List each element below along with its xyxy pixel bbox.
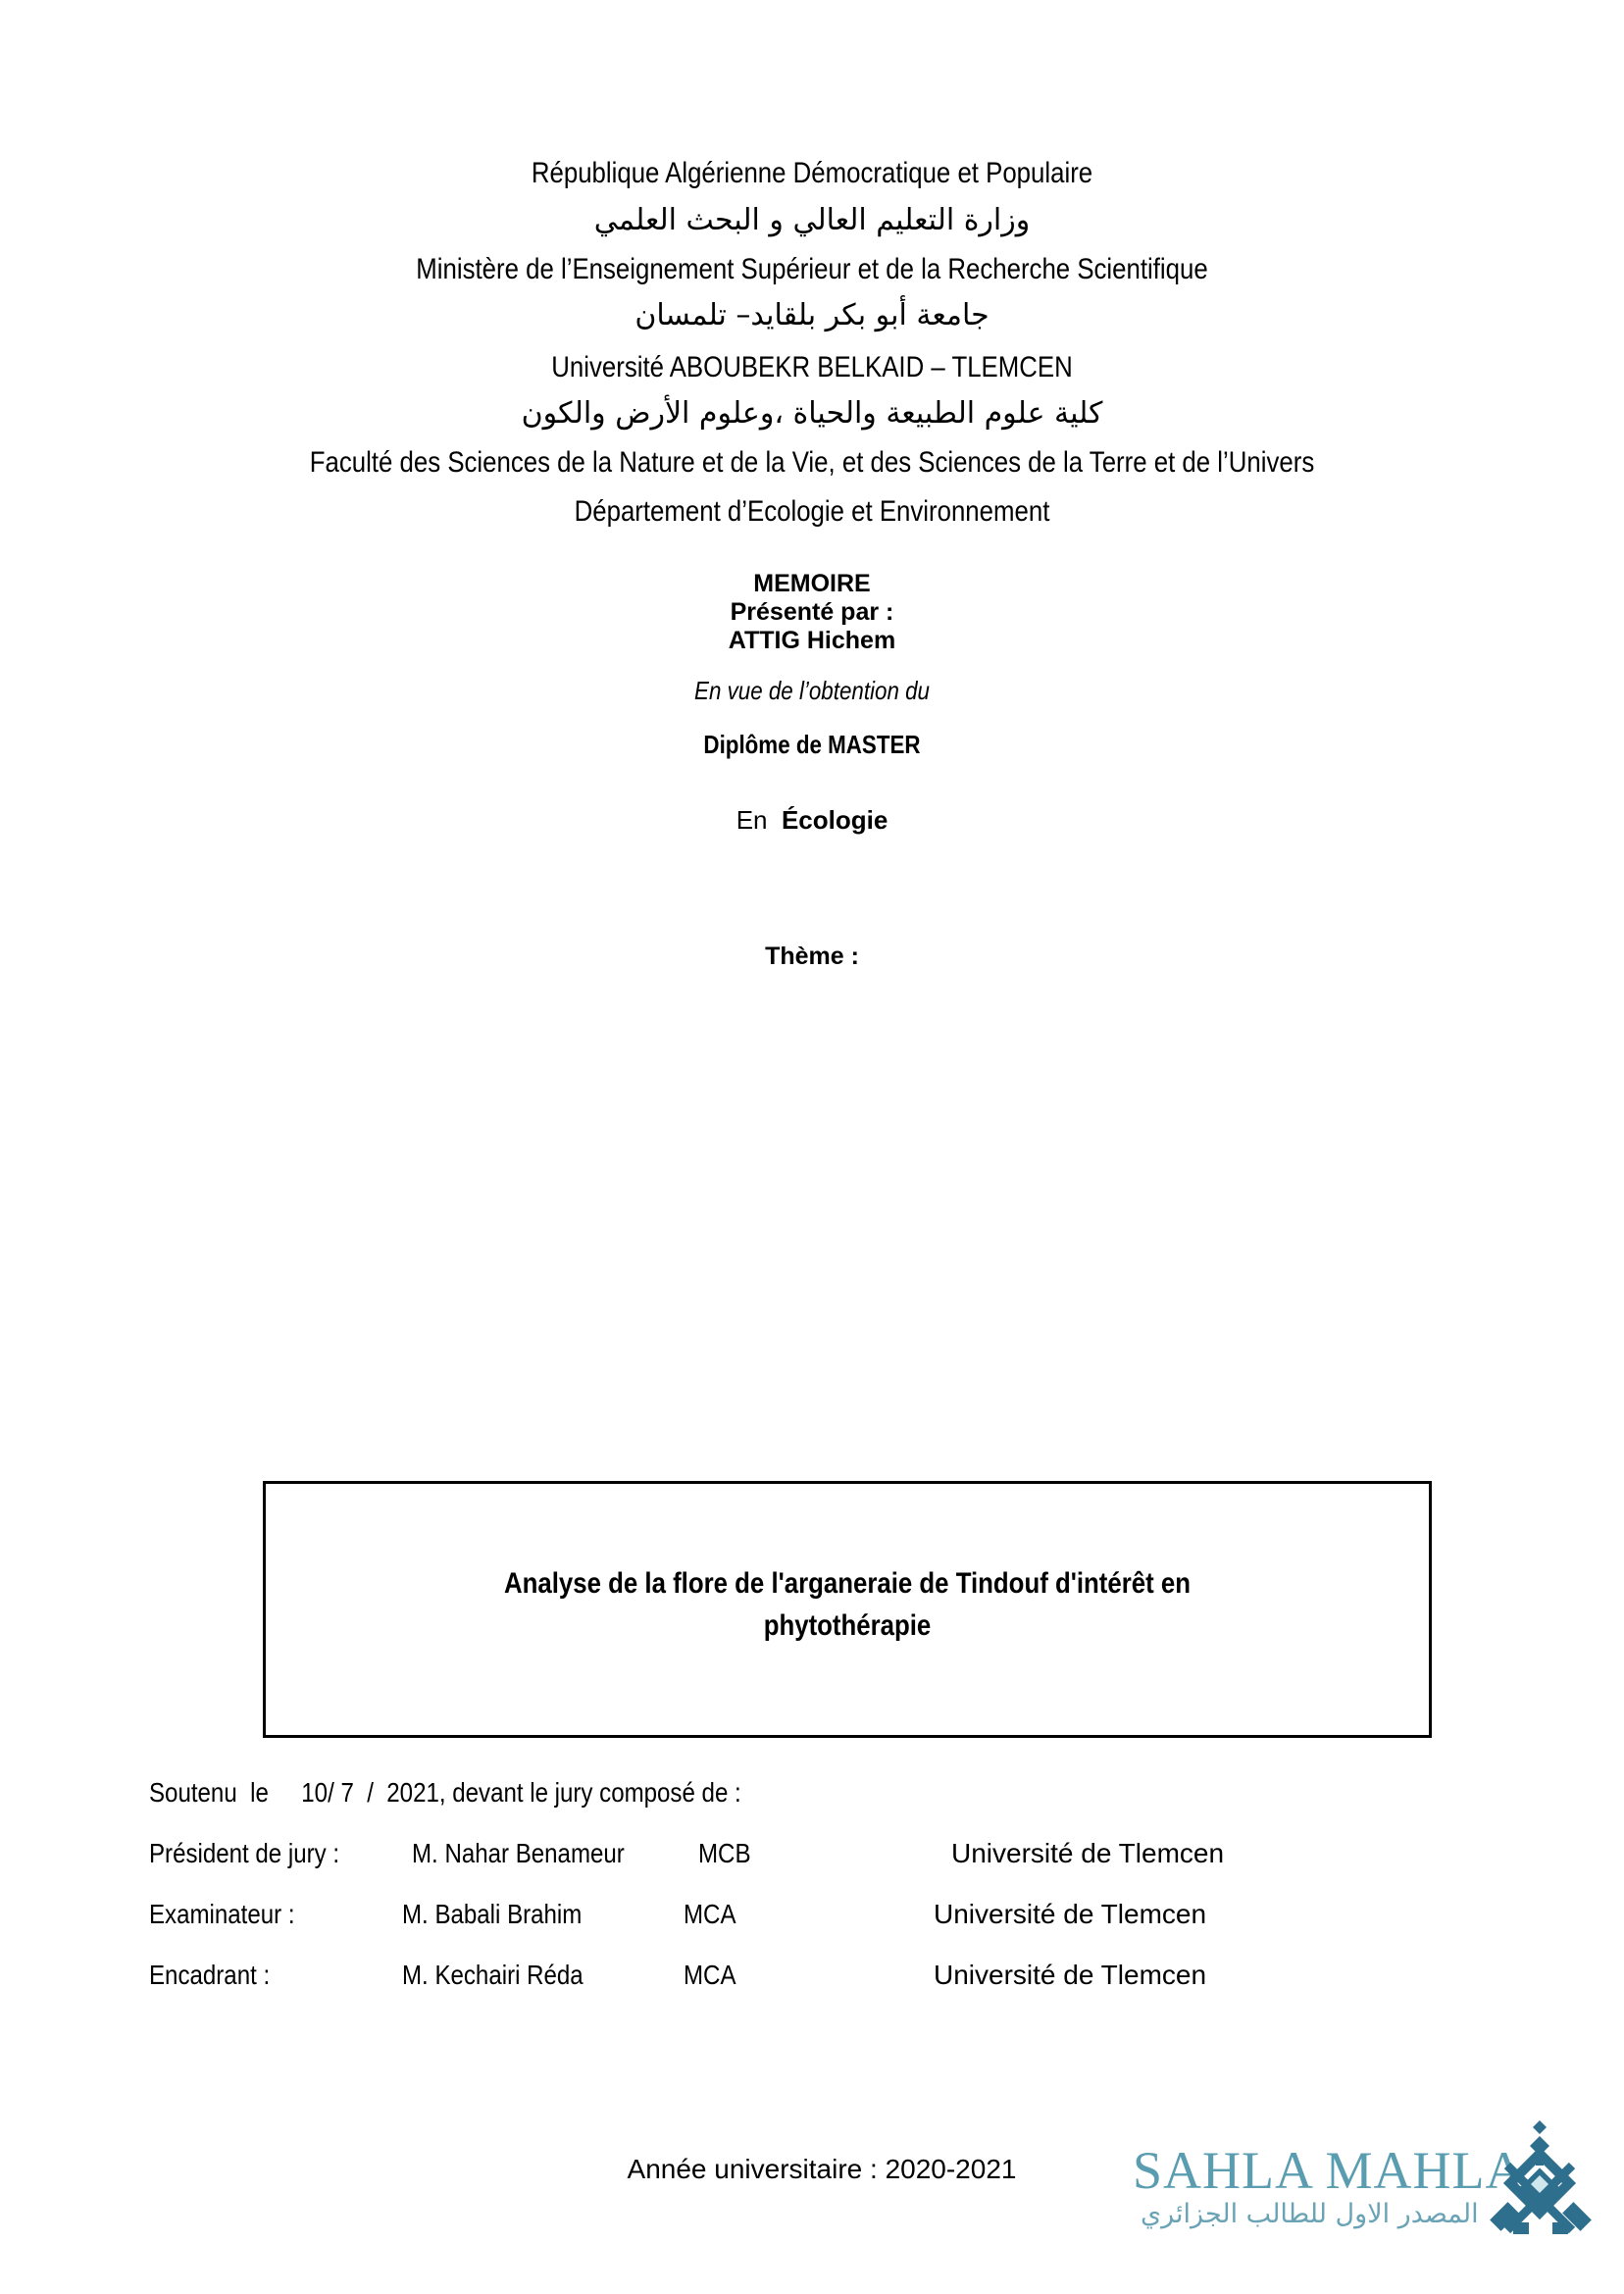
jury-row [149,1960,1522,2020]
sahla-mahla-watermark [1113,2118,1603,2266]
sahla-mahla-emblem-icon [1478,2115,1605,2242]
memoire-author: ATTIG Hichem [728,627,896,654]
jury-name-examiner: M. Babali Brahim [402,1899,583,1929]
jury-grade-president: MCB [698,1838,751,1868]
jury-affiliation-examiner: Université de Tlemcen [934,1899,1207,1929]
memoire-degree: Diplôme de MASTER [703,730,921,759]
header-line-university-french: Université ABOUBEKR BELKAID – TLEMCEN [551,351,1073,383]
jury-affiliation-president: Université de Tlemcen [951,1838,1225,1868]
defense-date-line: Soutenu le 10/ 7 / 2021, devant le jury composé de : [149,1777,741,1808]
header-line-department: Département d’Ecologie et Environnement [574,495,1050,528]
theme-label: Thème : [765,943,859,970]
jury-role-supervisor: Encadrant : [149,1960,271,1990]
header-line-ministry-arabic: وزارة التعليم العالي و البحث العلمي [593,203,1031,237]
academic-year-footer: Année universitaire : 2020-2021 [627,2154,1017,2184]
jury-row [149,1899,1522,1960]
jury-grade-examiner: MCA [684,1899,736,1929]
sahla-mahla-wordmark: SAHLA MAHLA [1133,2141,1525,2200]
jury-row [149,1838,1522,1899]
theme-title-text: Analyse de la flore de l'arganeraie de Tindouf d'intérêt en phytothérapie [504,1566,1191,1642]
header-line-republic: République Algérienne Démocratique et Populaire [531,157,1093,189]
memoire-field-line [0,806,1624,835]
memoire-in-view-of: En vue de l’obtention du [694,676,930,705]
header-line-faculty-french: Faculté des Sciences de la Nature et de la Vie, et des Sciences de la Terre et de l’Univers [309,446,1315,479]
memoire-field-prefix: En [736,805,768,835]
header-line-faculty-arabic: كلية علوم الطبيعة والحياة ،وعلوم الأرض والكون [521,396,1103,431]
jury-affiliation-supervisor: Université de Tlemcen [934,1960,1207,1990]
memoire-presented-by-label: Présenté par : [730,598,894,626]
jury-name-president: M. Nahar Benameur [412,1838,625,1868]
header-line-university-arabic: جامعة أبو بكر بلقايد– تلمسان [634,298,990,332]
memoire-heading: MEMOIRE [753,570,871,597]
header-line-ministry-french: Ministère de l’Enseignement Supérieur et de la Recherche Scientifique [416,253,1208,285]
sahla-mahla-tagline-arabic: المصدر الاول للطالب الجزائري [1141,2199,1479,2229]
jury-role-examiner: Examinateur : [149,1899,295,1929]
memoire-field-value: Écologie [781,805,888,835]
jury-role-president: Président de jury : [149,1838,340,1868]
theme-title-box [263,1481,1432,1738]
jury-name-supervisor: M. Kechairi Réda [402,1960,584,1990]
jury-grade-supervisor: MCA [684,1960,736,1990]
